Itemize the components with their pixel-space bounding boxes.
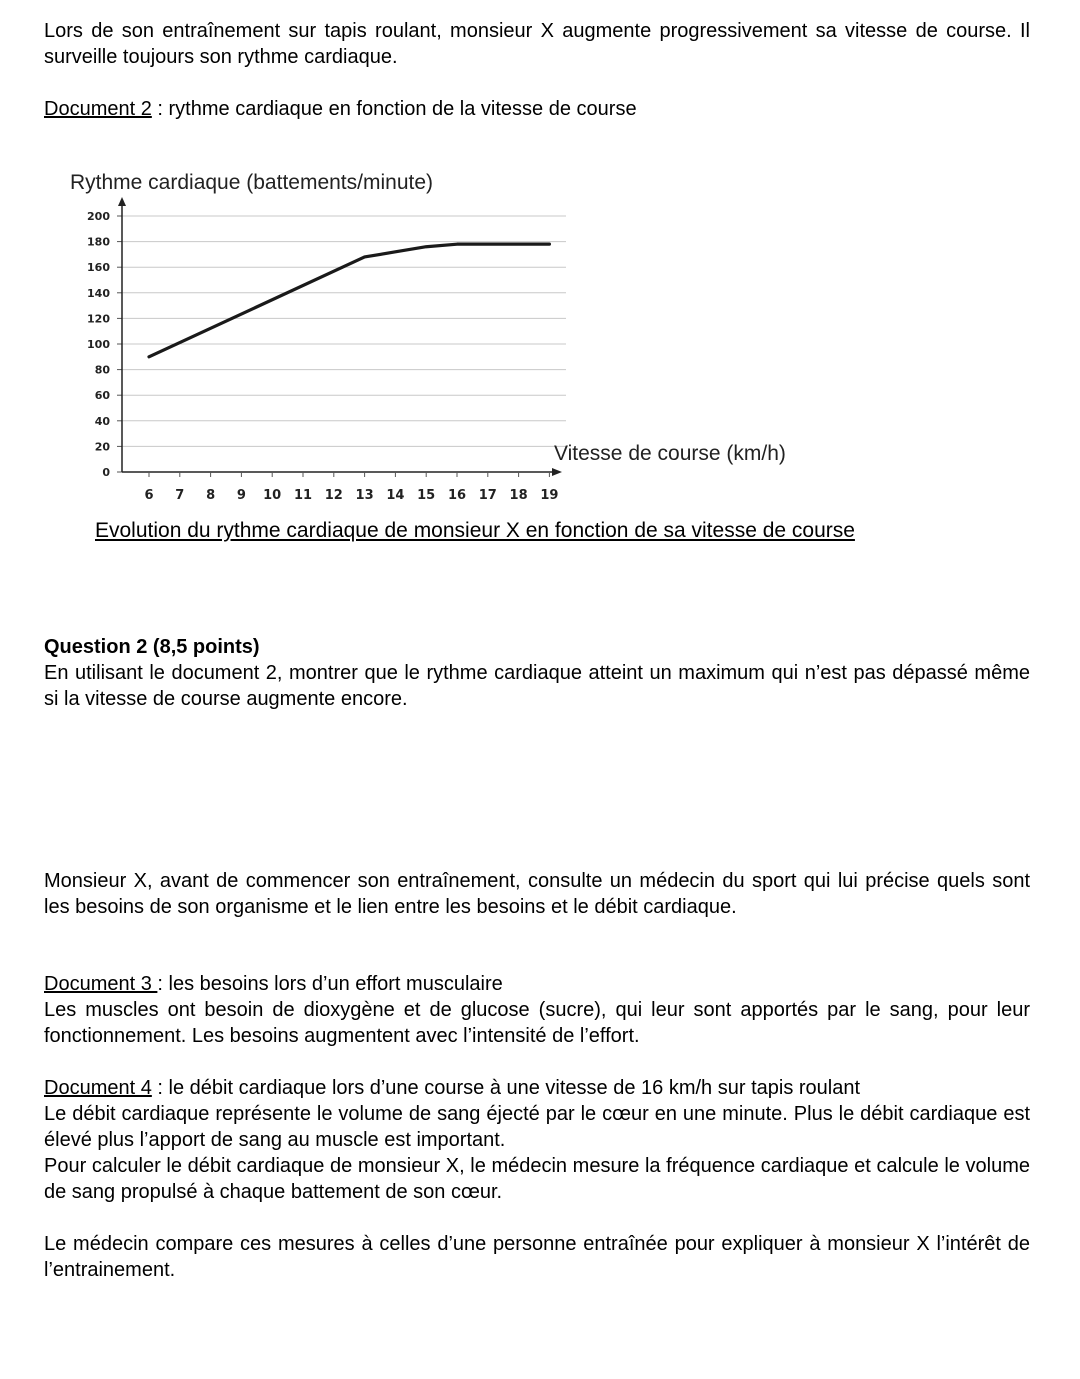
x-tick-label: 13 — [355, 488, 374, 503]
document-3-title: : les besoins lors d’un effort musculaire — [157, 973, 503, 995]
intro-paragraph: Lors de son entraînement sur tapis roulant, monsieur X augmente progressivement sa vitesse de course. Il surveille toujours son rythme cardiaque. — [44, 20, 1030, 68]
y-tick-label: 0 — [102, 466, 110, 479]
y-tick-labels — [87, 210, 110, 479]
chart-series — [149, 244, 549, 357]
document-4-title: : le débit cardiaque lors d’une course à une vitesse de 16 km/h sur tapis roulant — [151, 1077, 861, 1099]
x-tick-label: 18 — [509, 488, 528, 503]
x-axis-label: Vitesse de course (km/h) — [554, 442, 786, 465]
y-axis-arrow — [118, 197, 126, 206]
x-tick-label: 17 — [478, 488, 497, 503]
x-tick-label: 16 — [447, 488, 467, 503]
x-tick-label: 11 — [293, 488, 313, 503]
x-tick-label: 14 — [386, 488, 405, 503]
chart-axes — [117, 197, 562, 477]
document-4-label: Document 4 — [44, 1077, 152, 1099]
heart-rate-chart — [0, 0, 1080, 520]
document-4-text-1: Le débit cardiaque représente le volume de sang éjecté par le cœur en une minute. Plus le débit cardiaque est élevé plus l’apport de sang au muscle est important. — [44, 1103, 1030, 1151]
y-tick-label: 180 — [87, 235, 110, 249]
y-tick-label: 160 — [87, 261, 110, 275]
x-tick-label: 19 — [540, 488, 559, 503]
x-tick-label: 7 — [175, 488, 185, 503]
y-tick-label: 200 — [87, 210, 110, 223]
x-tick-label: 12 — [324, 488, 343, 503]
x-tick-label: 9 — [236, 488, 246, 503]
y-tick-label: 60 — [94, 389, 110, 403]
document-4-text-2: Pour calculer le débit cardiaque de monsieur X, le médecin mesure la fréquence cardiaque et calcule le volume de sang propulsé à chaque battement de son cœur. — [44, 1155, 1030, 1203]
medecin-paragraph: Monsieur X, avant de commencer son entraînement, consulte un médecin du sport qui lui précise quels sont les besoins de son organisme et le lien entre les besoins et le débit cardiaque. — [44, 870, 1030, 918]
y-tick-label: 80 — [94, 363, 110, 377]
question-text: En utilisant le document 2, montrer que le rythme cardiaque atteint un maximum qui n’est pas dépassé même si la vitesse de course augmente encore. — [44, 662, 1030, 710]
y-tick-label: 120 — [87, 312, 110, 326]
document-4-heading — [44, 1075, 1030, 1101]
x-tick-labels — [144, 488, 558, 503]
x-tick-label: 8 — [206, 488, 216, 503]
chart-gridlines — [122, 216, 566, 446]
x-tick-label: 10 — [263, 488, 282, 503]
series-line-0 — [149, 244, 549, 357]
document-2-title: : rythme cardiaque en fonction de la vitesse de course — [151, 98, 637, 120]
x-tick-label: 15 — [417, 488, 436, 503]
document-3-text: Les muscles ont besoin de dioxygène et de glucose (sucre), qui leur sont apportés par le sang, pour leur fonctionnement. Les besoins augmentent avec l’intensité de l’effort. — [44, 999, 1030, 1047]
document-2-label: Document 2 — [44, 98, 152, 120]
y-tick-label: 40 — [94, 414, 110, 428]
conclusion-paragraph: Le médecin compare ces mesures à celles d’une personne entraînée pour expliquer à monsieur X l’intérêt de l’entrainement. — [44, 1233, 1030, 1281]
y-tick-label: 20 — [94, 440, 110, 454]
document-3-heading — [44, 971, 1030, 997]
x-tick-label: 6 — [144, 488, 154, 503]
y-tick-label: 140 — [87, 286, 110, 300]
chart-caption: Evolution du rythme cardiaque de monsieur X en fonction de sa vitesse de course — [95, 519, 855, 542]
y-tick-label: 100 — [87, 338, 110, 351]
x-axis-arrow — [552, 468, 562, 476]
document-3-label: Document 3 — [44, 973, 158, 995]
question-title: Question 2 (8,5 points) — [44, 636, 260, 658]
y-axis-label: Rythme cardiaque (battements/minute) — [70, 171, 433, 194]
